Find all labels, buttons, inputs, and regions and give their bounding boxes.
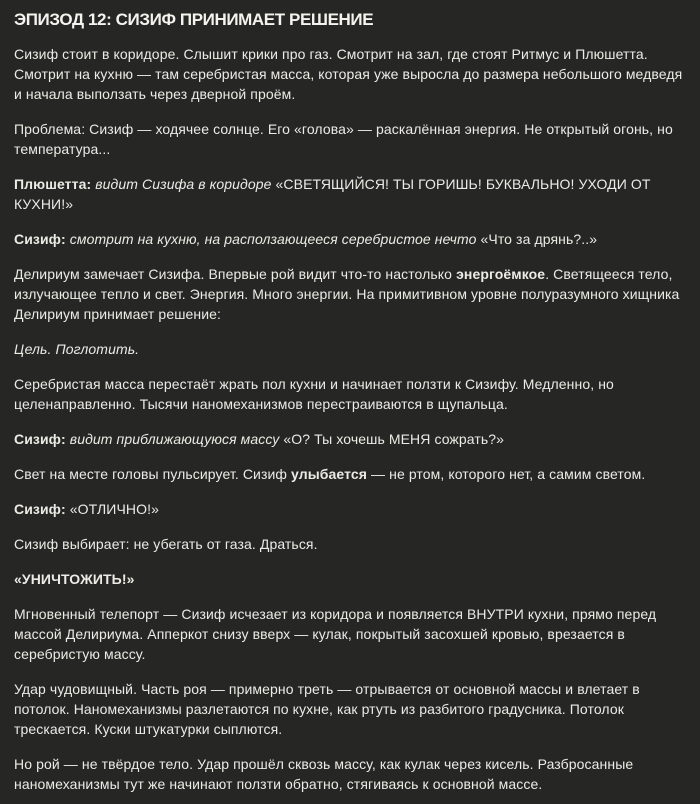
paragraph: [14, 339, 688, 359]
paragraph: [14, 174, 688, 214]
text-run: «УНИЧТОЖИТЬ!»: [14, 571, 135, 588]
text-run: Сизиф выбирает: не убегать от газа. Драться.: [14, 536, 318, 553]
text-run: энергоёмкое: [456, 266, 546, 283]
text-run: — не ртом, которого нет, а самим светом.: [367, 466, 646, 483]
paragraph: [14, 119, 688, 159]
text-run: «Что за дрянь?..»: [480, 231, 598, 248]
paragraph: [14, 264, 688, 324]
paragraph: [14, 569, 688, 589]
text-run: Сизиф стоит в коридоре. Слышит крики про газ. Смотрит на зал, где стоят Ритмус и Плюшетта. Смотрит на кухню — там серебристая масса, которая уже выросла до размера небольшого медведя и начала выползать через дверной проём.: [14, 46, 683, 103]
text-run: «ОТЛИЧНО!»: [65, 501, 159, 518]
text-run: Удар чудовищный. Часть роя — примерно треть — отрывается от основной массы и влетает в потолок. Наномеханизмы разлетаются по кухне, как ртуть из разбитого градусника. Потолок трескается. Куски штукатурки сыплются.: [14, 681, 640, 738]
text-run: Сизиф:: [14, 501, 66, 518]
paragraph: [14, 429, 688, 449]
text-run: «СВЕТЯЩИЙСЯ! ТЫ ГОРИШЬ! БУКВАЛЬНО! УХОДИ ОТ КУХНИ!»: [14, 176, 651, 213]
text-run: Но рой — не твёрдое тело. Удар прошёл сквозь массу, как кулак через кисель. Разбросанные наномеханизмы тут же начинают ползти обратно, стягиваясь к основной массе.: [14, 756, 634, 793]
paragraph: [14, 754, 688, 794]
text-run: Цель. Поглотить.: [14, 341, 140, 358]
text-run: Проблема: Сизиф — ходячее солнце. Его «голова» — раскалённая энергия. Не открытый огонь, но температура...: [14, 121, 673, 158]
text-run: . Светящееся тело, излучающее тепло и свет. Энергия. Много энергии. На примитивном уровне полуразумного хищника Делириум принимает решение:: [14, 266, 680, 323]
paragraph: [14, 499, 688, 519]
paragraph: [14, 604, 688, 664]
paragraph: [14, 374, 688, 414]
text-run: Свет на месте головы пульсирует. Сизиф: [14, 466, 292, 483]
text-run: Плюшетта:: [14, 176, 92, 193]
text-run: Серебристая масса перестаёт жрать пол кухни и начинает ползти к Сизифу. Медленно, но целенаправленно. Тысячи наномеханизмов перестраиваются в щупальца.: [14, 376, 614, 413]
paragraph: [14, 679, 688, 739]
episode-body: [14, 44, 688, 794]
text-run: видит Сизифа в коридоре: [91, 176, 276, 193]
text-run: смотрит на кухню, на расползающееся серебристое нечто: [65, 231, 481, 248]
text-run: Делириум замечает Сизифа. Впервые рой видит что-то настолько: [14, 266, 457, 283]
paragraph: [14, 44, 688, 104]
paragraph: [14, 534, 688, 554]
text-run: Мгновенный телепорт — Сизиф исчезает из коридора и появляется ВНУТРИ кухни, прямо перед массой Делириума. Апперкот снизу вверх — кулак, покрытый засохшей кровью, врезается в серебристую массу.: [14, 606, 657, 663]
text-run: «О? Ты хочешь МЕНЯ сожрать?»: [283, 431, 505, 448]
paragraph: [14, 464, 688, 484]
text-run: Сизиф:: [14, 431, 66, 448]
text-run: Сизиф:: [14, 231, 66, 248]
text-run: улыбается: [291, 466, 368, 483]
paragraph: [14, 229, 688, 249]
episode-title: ЭПИЗОД 12: СИЗИФ ПРИНИМАЕТ РЕШЕНИЕ: [14, 10, 374, 29]
text-run: видит приближающуюся массу: [65, 431, 284, 448]
